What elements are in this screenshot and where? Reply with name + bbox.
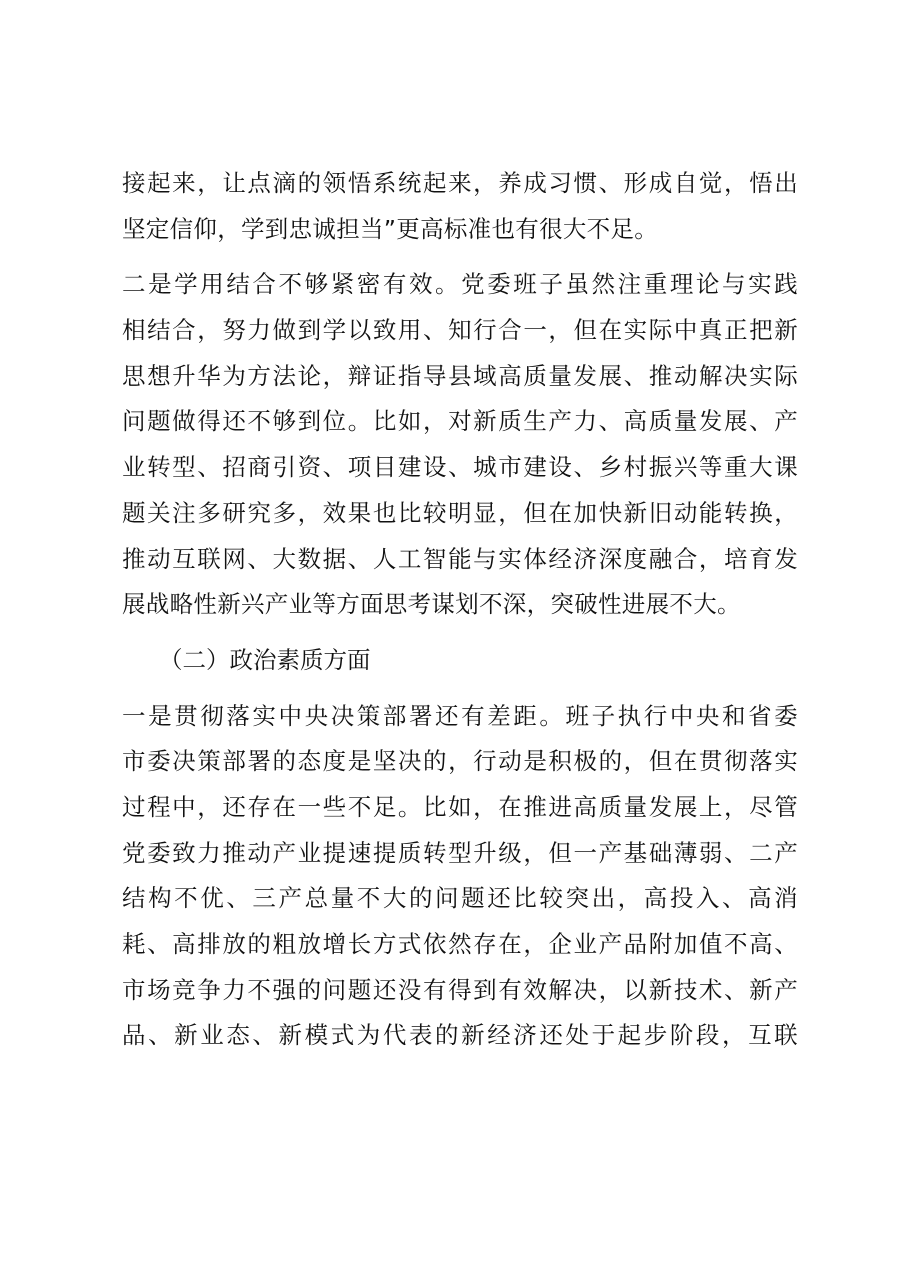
text-line: 结构不优、三产总量不大的问题还比较突出，高投入、高消 (122, 884, 798, 913)
paragraph-policy-implementation (122, 694, 798, 1060)
text-line: 品、新业态、新模式为代表的新经济还处于起步阶段，互联 (122, 1021, 798, 1050)
document-body (122, 161, 798, 1069)
text-line: 题关注多研究多，效果也比较明显，但在加快新旧动能转换， (122, 498, 798, 527)
text-line: 耗、高排放的粗放增长方式依然存在，企业产品附加值不高、 (122, 930, 798, 958)
text-line: 二是学用结合不够紧密有效。党委班子虽然注重理论与实践 (122, 270, 798, 299)
text-line: 展战略性新兴产业等方面思考谋划不深，突破性进展不大。 (122, 590, 741, 619)
text-line: 过程中，还存在一些不足。比如，在推进高质量发展上，尽管 (122, 792, 798, 821)
text-line: 一是贯彻落实中央决策部署还有差距。班子执行中央和省委 (122, 701, 798, 730)
text-line: 市委决策部署的态度是坚决的，行动是积极的，但在贯彻落实 (122, 747, 798, 776)
paragraph-study-application (122, 262, 798, 628)
section-heading: （二）政治素质方面 (159, 645, 371, 674)
text-line: 相结合，努力做到学以致用、知行合一，但在实际中真正把新 (122, 316, 798, 345)
text-line: 坚定信仰，学到忠诚担当”更高标准也有很大不足。 (122, 214, 659, 243)
text-line: 业转型、招商引资、项目建设、城市建设、乡村振兴等重大课 (122, 453, 798, 482)
text-line: 党委致力推动产业提速提质转型升级，但一产基础薄弱、二产 (122, 838, 798, 867)
text-line: 推动互联网、大数据、人工智能与实体经济深度融合，培育发 (122, 544, 798, 573)
paragraph-continuation (122, 161, 798, 252)
text-line: 市场竞争力不强的问题还没有得到有效解决，以新技术、新产 (122, 975, 798, 1004)
text-line: 接起来，让点滴的领悟系统起来，养成习惯、形成自觉，悟出 (122, 169, 798, 197)
text-line: 思想升华为方法论，辩证指导县域高质量发展、推动解决实际 (122, 361, 798, 390)
text-line: 问题做得还不够到位。比如，对新质生产力、高质量发展、产 (122, 407, 798, 436)
